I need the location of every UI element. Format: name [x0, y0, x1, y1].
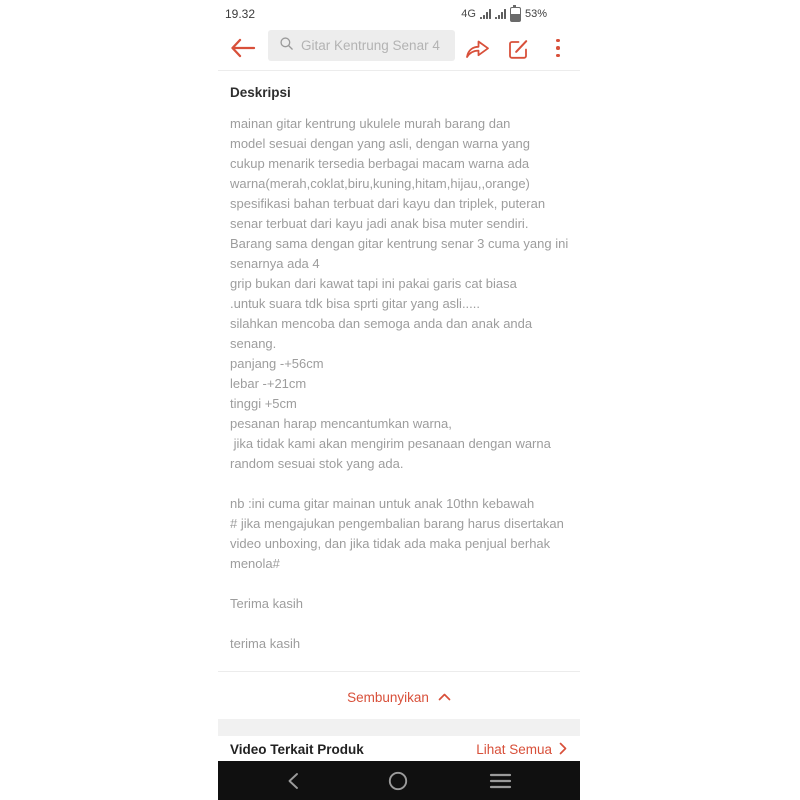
signal-bars-icon: [495, 9, 506, 19]
description-divider: [218, 671, 580, 672]
related-video-section: [230, 737, 567, 762]
chevron-right-icon: [559, 742, 567, 758]
nav-home-icon[interactable]: [388, 771, 408, 796]
see-all-label: Lihat Semua: [476, 742, 552, 757]
search-icon: [279, 36, 294, 56]
hide-label: Sembunyikan: [347, 689, 429, 705]
description-line: spesifikasi bahan terbuat dari kayu dan triplek, puteran: [230, 196, 546, 211]
description-line: model sesuai dengan yang asli, dengan warna yang: [230, 136, 530, 151]
battery-icon: [510, 7, 521, 22]
see-all-link[interactable]: [476, 742, 567, 758]
nav-back-icon[interactable]: [287, 772, 299, 795]
description-line: cukup menarik tersedia berbagai macam warna ada: [230, 156, 530, 171]
description-line: lebar -+21cm: [230, 376, 307, 391]
search-input[interactable]: [268, 30, 455, 61]
description-line: Barang sama dengan gitar kentrung senar 3 cuma yang ini: [230, 236, 569, 251]
nav-recents-icon[interactable]: [489, 773, 512, 794]
status-bar: [218, 0, 580, 28]
signal-bars-icon: [480, 9, 491, 19]
status-indicators: [461, 6, 547, 22]
description-line: senarnya ada 4: [230, 256, 320, 271]
android-nav-bar: [218, 761, 580, 800]
back-arrow-icon[interactable]: [229, 37, 257, 59]
more-vertical-icon[interactable]: [552, 36, 564, 60]
description-line: [230, 614, 576, 634]
description-line: mainan gitar kentrung ukulele murah barang dan: [230, 116, 511, 131]
app-header: [218, 28, 580, 70]
description-line: jika tidak kami akan mengirim pesanaan dengan warna: [230, 436, 551, 451]
description-line: pesanan harap mencantumkan warna,: [230, 416, 452, 431]
search-placeholder: Gitar Kentrung Senar 4: [301, 38, 440, 53]
phone-screen: [218, 0, 580, 800]
battery-percentage: 53%: [524, 8, 547, 20]
chevron-up-icon: [438, 688, 451, 706]
header-divider: [218, 70, 580, 71]
description-line: panjang -+56cm: [230, 356, 324, 371]
video-section-title: Video Terkait Produk: [230, 742, 364, 757]
description-line: senar terbuat dari kayu jadi anak bisa muter sendiri.: [230, 216, 529, 231]
description-heading: Deskripsi: [230, 85, 291, 100]
description-line: terima kasih: [230, 636, 301, 651]
description-line: [230, 474, 576, 494]
hide-description-button[interactable]: [218, 684, 580, 710]
clock: 19.32: [225, 7, 256, 21]
description-line: senang.: [230, 336, 277, 351]
description-line: # jika mengajukan pengembalian barang harus disertakan: [230, 516, 564, 531]
description-line: tinggi +5cm: [230, 396, 297, 411]
description-line: silahkan mencoba dan semoga anda dan anak anda: [230, 316, 533, 331]
description-line: video unboxing, dan jika tidak ada maka penjual berhak: [230, 536, 551, 551]
description-line: Terima kasih: [230, 596, 303, 611]
description-line: [230, 574, 576, 594]
edit-icon[interactable]: [506, 37, 530, 61]
description-line: nb :ini cuma gitar mainan untuk anak 10thn kebawah: [230, 496, 535, 511]
description-line: .untuk suara tdk bisa sprti gitar yang asli.....: [230, 296, 481, 311]
network-type-label: 4G: [461, 8, 476, 20]
description-line: grip bukan dari kawat tapi ini pakai garis cat biasa: [230, 276, 517, 291]
description-line: warna(merah,coklat,biru,kuning,hitam,hijau,,orange): [230, 176, 530, 191]
description-text: [230, 114, 576, 654]
section-separator: [218, 719, 580, 736]
share-icon[interactable]: [464, 36, 491, 61]
description-line: random sesuai stok yang ada.: [230, 456, 404, 471]
description-line: menola#: [230, 556, 280, 571]
